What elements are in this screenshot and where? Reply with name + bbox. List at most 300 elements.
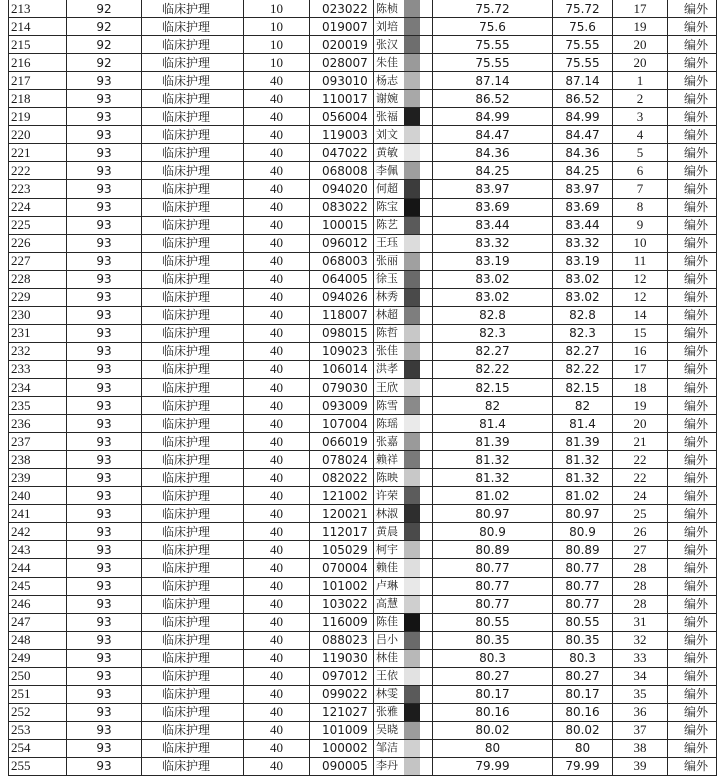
group-code-cell: 93 [67, 72, 142, 90]
group-code-cell: 93 [67, 306, 142, 324]
major-name-cell: 临床护理 [142, 469, 244, 487]
major-name-cell: 临床护理 [142, 252, 244, 270]
major-name-cell: 临床护理 [142, 685, 244, 703]
total-score-cell: 81.39 [553, 433, 613, 451]
score-cell: 86.52 [433, 90, 553, 108]
total-score-cell: 80 [553, 739, 613, 757]
major-name-cell: 临床护理 [142, 505, 244, 523]
exam-number-cell: 118007 [310, 306, 374, 324]
total-score-cell: 81.32 [553, 451, 613, 469]
candidate-name-cell: 许荣 [374, 487, 433, 505]
rank-cell: 19 [613, 397, 668, 415]
row-number-cell: 239 [9, 469, 67, 487]
exam-number-cell: 066019 [310, 433, 374, 451]
candidate-name-cell: 朱佳 [374, 54, 433, 72]
rank-cell: 27 [613, 541, 668, 559]
total-score-cell: 79.99 [553, 757, 613, 775]
exam-number-cell: 103022 [310, 595, 374, 613]
rank-cell: 12 [613, 270, 668, 288]
staffing-type-cell: 编外 [668, 541, 717, 559]
staffing-type-cell: 编外 [668, 144, 717, 162]
candidate-name-cell: 赖佳 [374, 559, 433, 577]
privacy-mask [404, 704, 420, 721]
row-number-cell: 235 [9, 397, 67, 415]
total-score-cell: 80.97 [553, 505, 613, 523]
staffing-type-cell: 编外 [668, 270, 717, 288]
table-row [9, 703, 717, 721]
privacy-mask [404, 18, 420, 35]
major-name-cell: 临床护理 [142, 72, 244, 90]
row-number-cell: 221 [9, 144, 67, 162]
staffing-type-cell: 编外 [668, 739, 717, 757]
total-score-cell: 82.15 [553, 378, 613, 396]
group-code-cell: 93 [67, 739, 142, 757]
staffing-type-cell: 编外 [668, 415, 717, 433]
quota-cell: 40 [244, 72, 310, 90]
group-code-cell: 92 [67, 0, 142, 18]
rank-cell: 25 [613, 505, 668, 523]
candidate-name-cell: 吕小 [374, 631, 433, 649]
candidate-name-cell: 张丽 [374, 252, 433, 270]
exam-number-cell: 028007 [310, 54, 374, 72]
total-score-cell: 82.22 [553, 360, 613, 378]
major-name-cell: 临床护理 [142, 559, 244, 577]
privacy-mask [404, 523, 420, 540]
group-code-cell: 93 [67, 108, 142, 126]
score-cell: 75.72 [433, 0, 553, 18]
candidate-name-cell: 吴晓 [374, 721, 433, 739]
total-score-cell: 81.4 [553, 415, 613, 433]
major-name-cell: 临床护理 [142, 523, 244, 541]
exam-number-cell: 056004 [310, 108, 374, 126]
table-row [9, 324, 717, 342]
row-number-cell: 228 [9, 270, 67, 288]
total-score-cell: 80.3 [553, 649, 613, 667]
table-row [9, 433, 717, 451]
total-score-cell: 87.14 [553, 72, 613, 90]
rank-cell: 6 [613, 162, 668, 180]
rank-cell: 8 [613, 198, 668, 216]
privacy-mask [404, 397, 420, 414]
staffing-type-cell: 编外 [668, 288, 717, 306]
privacy-mask [404, 126, 420, 143]
major-name-cell: 临床护理 [142, 433, 244, 451]
total-score-cell: 80.77 [553, 559, 613, 577]
total-score-cell: 84.47 [553, 126, 613, 144]
major-name-cell: 临床护理 [142, 667, 244, 685]
row-number-cell: 216 [9, 54, 67, 72]
candidate-name-cell: 杨志 [374, 72, 433, 90]
row-number-cell: 238 [9, 451, 67, 469]
privacy-mask [404, 415, 420, 432]
quota-cell: 40 [244, 306, 310, 324]
rank-cell: 18 [613, 378, 668, 396]
score-cell: 80.77 [433, 559, 553, 577]
quota-cell: 40 [244, 613, 310, 631]
table-row [9, 397, 717, 415]
quota-cell: 40 [244, 126, 310, 144]
quota-cell: 40 [244, 108, 310, 126]
table-row [9, 0, 717, 18]
score-cell: 83.02 [433, 270, 553, 288]
privacy-mask [404, 343, 420, 360]
row-number-cell: 241 [9, 505, 67, 523]
rank-cell: 38 [613, 739, 668, 757]
score-cell: 82.22 [433, 360, 553, 378]
privacy-mask [404, 686, 420, 703]
candidate-name-cell: 陈雪 [374, 397, 433, 415]
group-code-cell: 93 [67, 559, 142, 577]
staffing-type-cell: 编外 [668, 451, 717, 469]
exam-number-cell: 101002 [310, 577, 374, 595]
candidate-name-cell: 邹洁 [374, 739, 433, 757]
score-cell: 80.89 [433, 541, 553, 559]
major-name-cell: 临床护理 [142, 613, 244, 631]
group-code-cell: 93 [67, 613, 142, 631]
major-name-cell: 临床护理 [142, 360, 244, 378]
row-number-cell: 232 [9, 342, 67, 360]
group-code-cell: 93 [67, 703, 142, 721]
privacy-mask [404, 668, 420, 685]
total-score-cell: 82.3 [553, 324, 613, 342]
exam-number-cell: 093010 [310, 72, 374, 90]
rank-cell: 5 [613, 144, 668, 162]
group-code-cell: 93 [67, 523, 142, 541]
rank-cell: 21 [613, 433, 668, 451]
exam-number-cell: 078024 [310, 451, 374, 469]
rank-cell: 9 [613, 216, 668, 234]
table-row [9, 523, 717, 541]
major-name-cell: 临床护理 [142, 415, 244, 433]
table-row [9, 505, 717, 523]
row-number-cell: 242 [9, 523, 67, 541]
group-code-cell: 93 [67, 487, 142, 505]
privacy-mask [404, 162, 420, 179]
staffing-type-cell: 编外 [668, 252, 717, 270]
table-row [9, 198, 717, 216]
privacy-mask [404, 235, 420, 252]
privacy-mask [404, 253, 420, 270]
score-cell: 83.44 [433, 216, 553, 234]
table-row [9, 451, 717, 469]
group-code-cell: 93 [67, 198, 142, 216]
group-code-cell: 93 [67, 505, 142, 523]
major-name-cell: 临床护理 [142, 757, 244, 775]
score-cell: 82.8 [433, 306, 553, 324]
privacy-mask [404, 379, 420, 396]
major-name-cell: 临床护理 [142, 18, 244, 36]
rank-cell: 22 [613, 451, 668, 469]
exam-number-cell: 093009 [310, 397, 374, 415]
rank-cell: 22 [613, 469, 668, 487]
exam-number-cell: 101009 [310, 721, 374, 739]
candidate-name-cell: 李丹 [374, 757, 433, 775]
total-score-cell: 84.36 [553, 144, 613, 162]
exam-number-cell: 064005 [310, 270, 374, 288]
total-score-cell: 80.17 [553, 685, 613, 703]
table-row [9, 126, 717, 144]
major-name-cell: 临床护理 [142, 180, 244, 198]
exam-number-cell: 097012 [310, 667, 374, 685]
candidate-name-cell: 张嘉 [374, 433, 433, 451]
total-score-cell: 83.69 [553, 198, 613, 216]
candidate-name-cell: 王珏 [374, 234, 433, 252]
score-cell: 81.02 [433, 487, 553, 505]
major-name-cell: 临床护理 [142, 324, 244, 342]
total-score-cell: 84.25 [553, 162, 613, 180]
privacy-mask [404, 469, 420, 486]
major-name-cell: 临床护理 [142, 397, 244, 415]
quota-cell: 40 [244, 703, 310, 721]
staffing-type-cell: 编外 [668, 234, 717, 252]
row-number-cell: 233 [9, 360, 67, 378]
candidate-name-cell: 谢婉 [374, 90, 433, 108]
quota-cell: 10 [244, 18, 310, 36]
staffing-type-cell: 编外 [668, 595, 717, 613]
quota-cell: 40 [244, 559, 310, 577]
quota-cell: 40 [244, 649, 310, 667]
candidate-name-cell: 张雅 [374, 703, 433, 721]
score-cell: 80.77 [433, 595, 553, 613]
candidate-name-cell: 高慧 [374, 595, 433, 613]
score-cell: 83.32 [433, 234, 553, 252]
major-name-cell: 临床护理 [142, 144, 244, 162]
rank-cell: 20 [613, 36, 668, 54]
exam-number-cell: 068008 [310, 162, 374, 180]
score-cell: 80.3 [433, 649, 553, 667]
quota-cell: 40 [244, 180, 310, 198]
row-number-cell: 247 [9, 613, 67, 631]
candidate-name-cell: 王欣 [374, 378, 433, 396]
major-name-cell: 临床护理 [142, 739, 244, 757]
score-cell: 83.02 [433, 288, 553, 306]
table-row [9, 487, 717, 505]
quota-cell: 40 [244, 433, 310, 451]
total-score-cell: 81.32 [553, 469, 613, 487]
staffing-type-cell: 编外 [668, 649, 717, 667]
staffing-type-cell: 编外 [668, 162, 717, 180]
major-name-cell: 临床护理 [142, 721, 244, 739]
major-name-cell: 临床护理 [142, 451, 244, 469]
privacy-mask [404, 0, 420, 17]
table-row [9, 270, 717, 288]
candidate-name-cell: 卢琳 [374, 577, 433, 595]
exam-number-cell: 094026 [310, 288, 374, 306]
table-row [9, 252, 717, 270]
table-row [9, 595, 717, 613]
results-table [8, 0, 717, 776]
total-score-cell: 75.55 [553, 54, 613, 72]
table-row [9, 631, 717, 649]
rank-cell: 24 [613, 487, 668, 505]
exam-number-cell: 088023 [310, 631, 374, 649]
privacy-mask [404, 614, 420, 631]
privacy-mask [404, 361, 420, 378]
staffing-type-cell: 编外 [668, 360, 717, 378]
total-score-cell: 75.6 [553, 18, 613, 36]
table-row [9, 306, 717, 324]
staffing-type-cell: 编外 [668, 505, 717, 523]
staffing-type-cell: 编外 [668, 703, 717, 721]
group-code-cell: 93 [67, 433, 142, 451]
group-code-cell: 93 [67, 577, 142, 595]
quota-cell: 40 [244, 234, 310, 252]
major-name-cell: 临床护理 [142, 216, 244, 234]
quota-cell: 40 [244, 288, 310, 306]
exam-number-cell: 110017 [310, 90, 374, 108]
exam-number-cell: 047022 [310, 144, 374, 162]
total-score-cell: 83.19 [553, 252, 613, 270]
table-body [9, 0, 717, 776]
staffing-type-cell: 编外 [668, 577, 717, 595]
rank-cell: 10 [613, 234, 668, 252]
score-cell: 84.47 [433, 126, 553, 144]
total-score-cell: 86.52 [553, 90, 613, 108]
row-number-cell: 253 [9, 721, 67, 739]
quota-cell: 40 [244, 595, 310, 613]
exam-number-cell: 100015 [310, 216, 374, 234]
group-code-cell: 93 [67, 415, 142, 433]
privacy-mask [404, 596, 420, 613]
score-cell: 75.55 [433, 54, 553, 72]
quota-cell: 40 [244, 523, 310, 541]
major-name-cell: 临床护理 [142, 703, 244, 721]
group-code-cell: 92 [67, 18, 142, 36]
major-name-cell: 临床护理 [142, 541, 244, 559]
candidate-name-cell: 黄敏 [374, 144, 433, 162]
rank-cell: 34 [613, 667, 668, 685]
rank-cell: 2 [613, 90, 668, 108]
row-number-cell: 243 [9, 541, 67, 559]
candidate-name-cell: 赖祥 [374, 451, 433, 469]
score-cell: 80.17 [433, 685, 553, 703]
candidate-name-cell: 林佳 [374, 649, 433, 667]
quota-cell: 40 [244, 469, 310, 487]
exam-number-cell: 090005 [310, 757, 374, 775]
staffing-type-cell: 编外 [668, 631, 717, 649]
exam-number-cell: 094020 [310, 180, 374, 198]
exam-number-cell: 096012 [310, 234, 374, 252]
rank-cell: 16 [613, 342, 668, 360]
staffing-type-cell: 编外 [668, 90, 717, 108]
table-row [9, 288, 717, 306]
group-code-cell: 93 [67, 126, 142, 144]
privacy-mask [404, 505, 420, 522]
group-code-cell: 93 [67, 216, 142, 234]
staffing-type-cell: 编外 [668, 216, 717, 234]
major-name-cell: 临床护理 [142, 270, 244, 288]
rank-cell: 28 [613, 559, 668, 577]
score-cell: 80.97 [433, 505, 553, 523]
rank-cell: 19 [613, 18, 668, 36]
privacy-mask [404, 325, 420, 342]
group-code-cell: 93 [67, 90, 142, 108]
score-cell: 75.6 [433, 18, 553, 36]
total-score-cell: 82.8 [553, 306, 613, 324]
privacy-mask [404, 54, 420, 71]
major-name-cell: 临床护理 [142, 342, 244, 360]
exam-number-cell: 023022 [310, 0, 374, 18]
table-row [9, 469, 717, 487]
group-code-cell: 93 [67, 541, 142, 559]
rank-cell: 11 [613, 252, 668, 270]
quota-cell: 40 [244, 667, 310, 685]
staffing-type-cell: 编外 [668, 523, 717, 541]
privacy-mask [404, 199, 420, 216]
major-name-cell: 临床护理 [142, 126, 244, 144]
group-code-cell: 93 [67, 649, 142, 667]
group-code-cell: 93 [67, 595, 142, 613]
quota-cell: 40 [244, 577, 310, 595]
group-code-cell: 93 [67, 144, 142, 162]
quota-cell: 40 [244, 324, 310, 342]
exam-number-cell: 107004 [310, 415, 374, 433]
group-code-cell: 93 [67, 180, 142, 198]
privacy-mask [404, 90, 420, 107]
quota-cell: 40 [244, 487, 310, 505]
candidate-name-cell: 陈哲 [374, 324, 433, 342]
rank-cell: 20 [613, 415, 668, 433]
privacy-mask [404, 559, 420, 576]
group-code-cell: 93 [67, 667, 142, 685]
score-cell: 80.35 [433, 631, 553, 649]
privacy-mask [404, 632, 420, 649]
table-row [9, 378, 717, 396]
table-row [9, 162, 717, 180]
quota-cell: 10 [244, 0, 310, 18]
table-row [9, 36, 717, 54]
exam-number-cell: 121002 [310, 487, 374, 505]
staffing-type-cell: 编外 [668, 685, 717, 703]
privacy-mask [404, 217, 420, 234]
group-code-cell: 93 [67, 378, 142, 396]
score-cell: 81.32 [433, 451, 553, 469]
candidate-name-cell: 陈桢 [374, 0, 433, 18]
table-row [9, 613, 717, 631]
privacy-mask [404, 271, 420, 288]
staffing-type-cell: 编外 [668, 18, 717, 36]
score-cell: 80 [433, 739, 553, 757]
row-number-cell: 248 [9, 631, 67, 649]
score-cell: 82.15 [433, 378, 553, 396]
privacy-mask [404, 144, 420, 161]
quota-cell: 10 [244, 54, 310, 72]
row-number-cell: 251 [9, 685, 67, 703]
group-code-cell: 92 [67, 36, 142, 54]
quota-cell: 40 [244, 541, 310, 559]
score-cell: 84.36 [433, 144, 553, 162]
exam-number-cell: 100002 [310, 739, 374, 757]
quota-cell: 40 [244, 342, 310, 360]
candidate-name-cell: 刘文 [374, 126, 433, 144]
total-score-cell: 80.9 [553, 523, 613, 541]
exam-number-cell: 099022 [310, 685, 374, 703]
total-score-cell: 84.99 [553, 108, 613, 126]
group-code-cell: 93 [67, 631, 142, 649]
quota-cell: 40 [244, 685, 310, 703]
quota-cell: 40 [244, 378, 310, 396]
row-number-cell: 213 [9, 0, 67, 18]
major-name-cell: 临床护理 [142, 288, 244, 306]
row-number-cell: 234 [9, 378, 67, 396]
staffing-type-cell: 编外 [668, 36, 717, 54]
score-cell: 80.02 [433, 721, 553, 739]
quota-cell: 40 [244, 505, 310, 523]
rank-cell: 7 [613, 180, 668, 198]
major-name-cell: 临床护理 [142, 36, 244, 54]
quota-cell: 10 [244, 36, 310, 54]
row-number-cell: 224 [9, 198, 67, 216]
